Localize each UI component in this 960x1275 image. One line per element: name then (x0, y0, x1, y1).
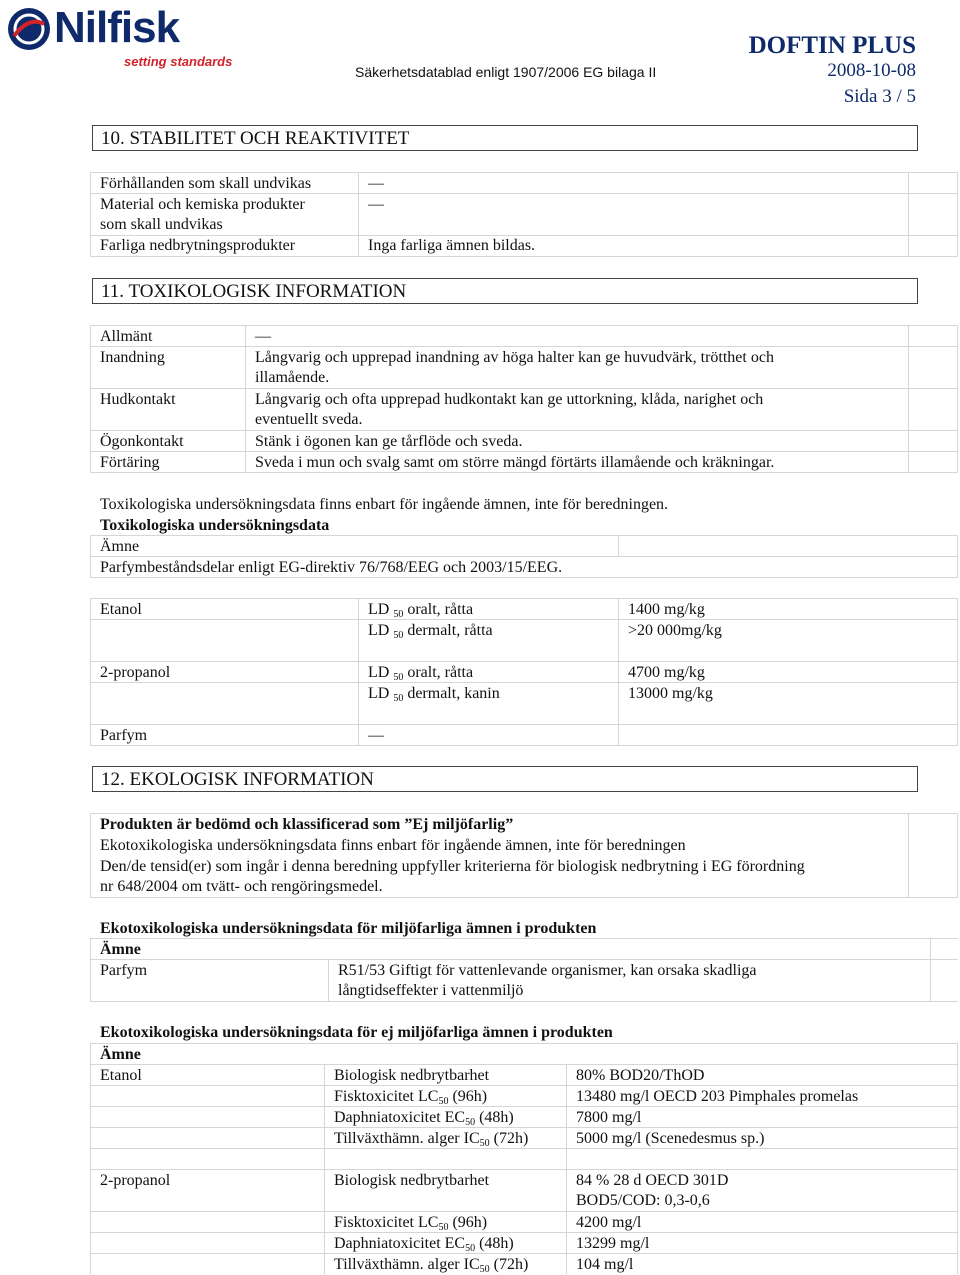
eco-propanol-daphnia-label: Daphniatoxicitet $EC_{50}$ (48h) (334, 1235, 514, 1254)
eco-propanol-algae-label: Tillväxthämn. alger $IC_{50}$ (72h) (334, 1256, 529, 1275)
page-number: Sida 3 / 5 (843, 86, 916, 107)
logo-emblem-icon (6, 6, 52, 52)
eco-propanol-daphnia-value: 13299 mg/l (576, 1235, 650, 1252)
section-11-heading: 11. TOXIKOLOGISK INFORMATION (92, 278, 918, 304)
tox-general-label: Allmänt (100, 328, 153, 345)
section-10-heading: 10. STABILITET OCH REAKTIVITET (92, 125, 918, 151)
eco-perfume-label: Parfym (100, 962, 148, 979)
eco-nonhazardous-substance-header: Ämne (100, 1046, 141, 1063)
tox-skin-value-1: Långvarig och ofta upprepad hudkontakt kan ge uttorkning, klåda, narighet och (255, 391, 764, 408)
eco-perfume-risk-1: R51/53 Giftigt för vattenlevande organismer, kan orsaka skadliga (338, 962, 757, 979)
incompatible-materials-label-1: Material och kemiska produkter (100, 196, 305, 213)
ld-etanol-oral: LD $_{50}$ oralt, råtta (368, 601, 474, 620)
nilfisk-logo (6, 4, 246, 74)
ld-propanol-dermal: LD $_{50}$ dermalt, kanin (368, 685, 500, 704)
decomposition-products-value: Inga farliga ämnen bildas. (368, 237, 536, 254)
tox-inhalation-value-1: Långvarig och upprepad inandning av höga halter kan ge huvudvärk, trötthet och (255, 349, 774, 366)
document-date: 2008-10-08 (827, 60, 916, 81)
eco-hazardous-substance-header: Ämne (100, 941, 141, 958)
tox-perfume-description: Parfymbeståndsdelar enligt EG-direktiv 76/768/EEG och 2003/15/EEG. (100, 559, 563, 576)
document-type: Säkerhetsdatablad enligt 1907/2006 EG bilaga II (355, 64, 657, 80)
tox-ingestion-label: Förtäring (100, 454, 160, 471)
incompatible-materials-label-2: som skall undvikas (100, 216, 223, 233)
tox-inhalation-label: Inandning (100, 349, 165, 366)
eco-hazardous-heading: Ekotoxikologiska undersökningsdata för miljöfarliga ämnen i produkten (100, 920, 597, 937)
eco-surfactant-2: nr 648/2004 om tvätt- och rengöringsmedel. (100, 878, 383, 895)
incompatible-materials-value: — (368, 196, 384, 213)
eco-classification: Produkten är bedömd och klassificerad som ”Ej miljöfarlig” (100, 816, 514, 833)
stability-conditions-label: Förhållanden som skall undvikas (100, 175, 312, 192)
eco-propanol-algae-value: 104 mg/l (576, 1256, 634, 1273)
eco-perfume-risk-2: långtidseffekter i vattenmiljö (338, 982, 524, 999)
stability-conditions-value: — (368, 175, 384, 192)
tox-substance-header: Ämne (100, 538, 140, 555)
eco-etanol-daphnia-label: Daphniatoxicitet $EC_{50}$ (48h) (334, 1109, 514, 1128)
ld-etanol-dermal: LD $_{50}$ dermalt, råtta (368, 622, 493, 641)
tox-eye-value: Stänk i ögonen kan ge tårflöde och sveda. (255, 433, 523, 450)
eco-propanol-bio-label: Biologisk nedbrytbarhet (334, 1172, 490, 1189)
eco-propanol-fish-value: 4200 mg/l (576, 1214, 642, 1231)
eco-etanol-label: Etanol (100, 1067, 142, 1084)
tox-general-value: — (255, 328, 271, 345)
ld-etanol-dermal-value: >20 000mg/kg (628, 622, 722, 639)
decomposition-products-label: Farliga nedbrytningsprodukter (100, 237, 296, 254)
eco-etanol-algae-value: 5000 mg/l (Scenedesmus sp.) (576, 1130, 765, 1147)
eco-propanol-fish-label: Fisktoxicitet $LC_{50}$ (96h) (334, 1214, 488, 1233)
tox-skin-label: Hudkontakt (100, 391, 176, 408)
eco-nonhazardous-heading: Ekotoxikologiska undersökningsdata för ej miljöfarliga ämnen i produkten (100, 1024, 613, 1041)
ld-propanol-label: 2-propanol (100, 664, 171, 681)
ld-propanol-oral-value: 4700 mg/kg (628, 664, 705, 681)
eco-propanol-bio-value-2: BOD5/COD: 0,3-0,6 (576, 1192, 710, 1209)
ld-etanol-label: Etanol (100, 601, 142, 618)
tox-eye-label: Ögonkontakt (100, 433, 184, 450)
tox-ingestion-value: Sveda i mun och svalg samt om större mängd förtärts illamående och kräkningar. (255, 454, 775, 471)
eco-etanol-bio-label: Biologisk nedbrytbarhet (334, 1067, 490, 1084)
ld-propanol-dermal-value: 13000 mg/kg (628, 685, 713, 702)
eco-note: Ekotoxikologiska undersökningsdata finns enbart för ingående ämnen, inte för beredningen (100, 837, 686, 854)
logo-wordmark: Nilfisk (54, 3, 180, 52)
eco-etanol-algae-label: Tillväxthämn. alger $IC_{50}$ (72h) (334, 1130, 529, 1149)
ld-perfume-value: — (368, 727, 384, 744)
product-name: DOFTIN PLUS (748, 32, 916, 59)
eco-etanol-fish-value: 13480 mg/l OECD 203 Pimphales promelas (576, 1088, 859, 1105)
eco-propanol-bio-value-1: 84 % 28 d OECD 301D (576, 1172, 729, 1189)
eco-surfactant-1: Den/de tensid(er) som ingår i denna beredning uppfyller kriterierna för biologisk nedbrytning i EG förordning (100, 858, 805, 875)
ld-perfume-label: Parfym (100, 727, 148, 744)
eco-propanol-label: 2-propanol (100, 1172, 171, 1189)
eco-etanol-fish-label: Fisktoxicitet $LC_{50}$ (96h) (334, 1088, 488, 1107)
tox-note: Toxikologiska undersökningsdata finns enbart för ingående ämnen, inte för beredningen. (100, 496, 669, 513)
logo-tagline: setting standards (124, 54, 233, 69)
ld-propanol-oral: LD $_{50}$ oralt, råtta (368, 664, 474, 683)
tox-skin-value-2: eventuellt sveda. (255, 411, 363, 428)
tox-inhalation-value-2: illamående. (255, 369, 330, 386)
eco-etanol-bio-value: 80% BOD20/ThOD (576, 1067, 705, 1084)
ld-etanol-oral-value: 1400 mg/kg (628, 601, 705, 618)
tox-data-heading: Toxikologiska undersökningsdata (100, 517, 330, 534)
section-12-heading: 12. EKOLOGISK INFORMATION (92, 766, 918, 792)
eco-etanol-daphnia-value: 7800 mg/l (576, 1109, 642, 1126)
